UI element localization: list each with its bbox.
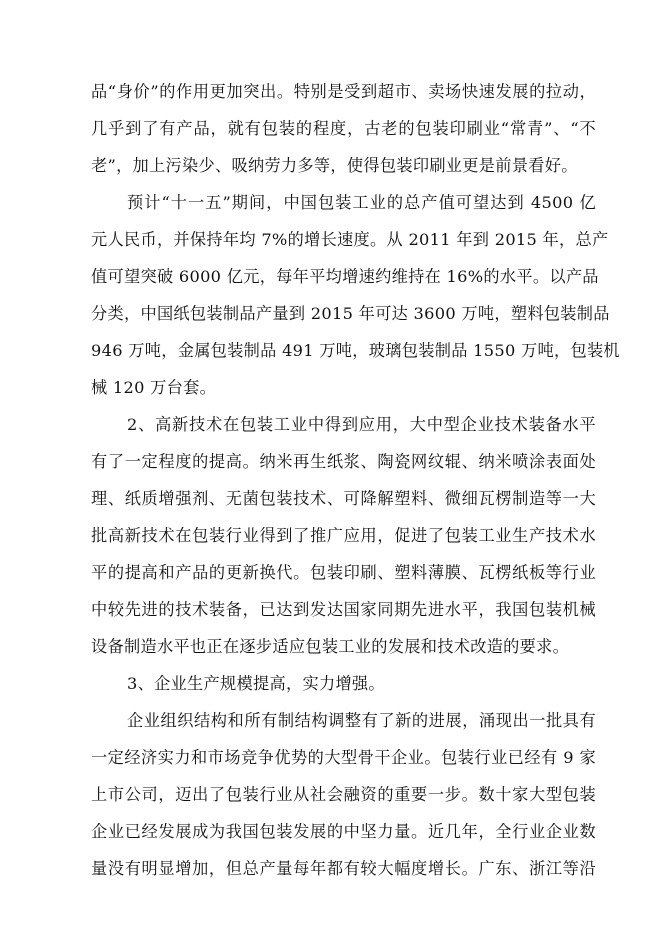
text-line: 量没有明显增加，但总产量每年都有较大幅度增长。广东、浙江等沿 (91, 859, 596, 878)
text-line: 中较先进的技术装备，已达到发达国家同期先进水平，我国包装机械 (91, 600, 596, 619)
text-line: 分类，中国纸包装制品产量到 2015 年可达 3600 万吨，塑料包装制品 (91, 304, 610, 323)
text-line: 企业组织结构和所有制结构调整有了新的进展，涌现出一批具有 (127, 711, 596, 730)
text-line: 品“身价”的作用更加突出。特别是受到超市、卖场快速发展的拉动， (91, 82, 596, 101)
text-line: 值可望突破 6000 亿元，每年平均增速约维持在 16%的水平。以产品 (91, 267, 599, 286)
text-line: 上市公司，迈出了包装行业从社会融资的重要一步。数十家大型包装 (91, 785, 596, 804)
text-line: 老”，加上污染少、吸纳劳力多等，使得包装印刷业更是前景看好。 (91, 156, 578, 175)
text-line: 理、纸质增强剂、无菌包装技术、可降解塑料、微细瓦楞制造等一大 (91, 489, 596, 508)
text-line: 械 120 万台套。 (91, 378, 217, 397)
text-line: 设备制造水平也正在逐步适应包装工业的发展和技术改造的要求。 (91, 637, 570, 656)
text-line: 有了一定程度的提高。纳米再生纸浆、陶瓷网纹辊、纳米喷涂表面处 (91, 452, 596, 471)
text-line: 元人民币，并保持年均 7%的增长速度。从 2011 年到 2015 年，总产 (91, 230, 609, 249)
text-line: 预计“十一五”期间，中国包装工业的总产值可望达到 4500 亿 (127, 193, 596, 212)
text-line: 平的提高和产品的更新换代。包装印刷、塑料薄膜、瓦楞纸板等行业 (91, 563, 596, 582)
section-heading: 3、企业生产规模提高，实力增强。 (127, 674, 385, 693)
text-line: 几乎到了有产品，就有包装的程度，古老的包装印刷业“常青”、“不 (91, 119, 596, 138)
text-line: 批高新技术在包装行业得到了推广应用，促进了包装工业生产技术水 (91, 526, 596, 545)
text-line: 2、高新技术在包装工业中得到应用，大中型企业技术装备水平 (127, 415, 596, 434)
text-line: 企业已经发展成为我国包装发展的中坚力量。近几年，全行业企业数 (91, 822, 596, 841)
text-line: 946 万吨，金属包装制品 491 万吨，玻璃包装制品 1550 万吨，包装机 (91, 341, 620, 360)
text-line: 一定经济实力和市场竞争优势的大型骨干企业。包装行业已经有 9 家 (91, 748, 596, 767)
